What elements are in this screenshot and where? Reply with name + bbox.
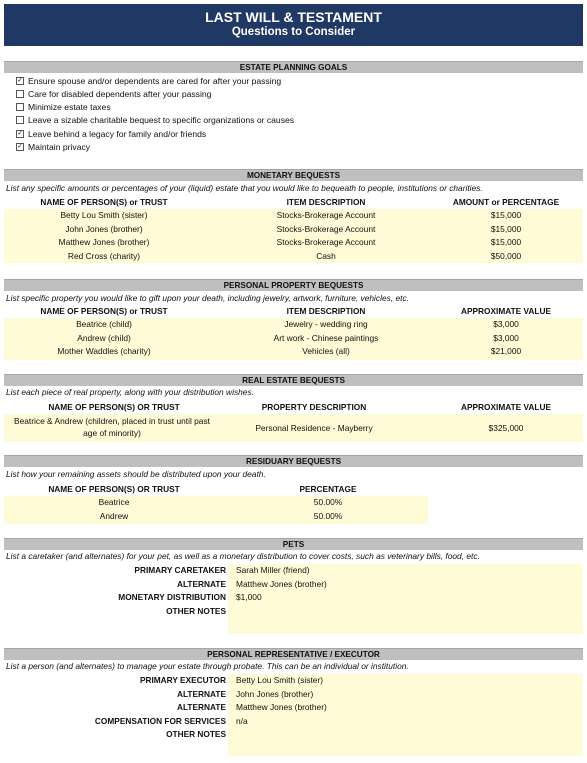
realestate-row-name: Beatrice & Andrew (children, placed in trust until past age of minority)	[14, 416, 210, 438]
personal-cell-value: $3,000	[493, 319, 519, 329]
monetary-cell-name: John Jones (brother)	[65, 223, 143, 234]
goal-item[interactable]	[16, 127, 206, 140]
monetary-section-header: MONETARY BEQUESTS	[4, 169, 583, 181]
residuary-section-header: RESIDUARY BEQUESTS	[4, 455, 583, 467]
personal-cell-item: Jewelry - wedding ring	[284, 319, 368, 329]
executor-description: List a person (and alternates) to manage your estate through probate. This can be an individual or institution.	[6, 661, 409, 671]
realestate-col-value: APPROXIMATE VALUE	[460, 402, 552, 412]
residuary-cell-percentage: 50.00%	[313, 510, 343, 521]
executor-section-header: PERSONAL REPRESENTATIVE / EXECUTOR	[4, 648, 583, 660]
residuary-cell-name: Andrew	[99, 510, 129, 521]
personal-cell-name: Andrew (child)	[77, 332, 131, 343]
monetary-cell-item: Stocks-Brokerage Account	[276, 223, 376, 234]
realestate-description: List each piece of real property, along with your distribution wishes.	[6, 387, 254, 397]
residuary-cell-name: Beatrice	[98, 497, 130, 507]
checked-box-icon[interactable]: ✓	[17, 76, 23, 84]
pets-field-label: ALTERNATE	[176, 578, 226, 589]
monetary-col-name: NAME OF PERSON(S) or TRUST	[40, 197, 168, 207]
monetary-cell-amount: $50,000	[490, 250, 522, 261]
pets-section-header: PETS	[4, 538, 583, 550]
personal-cell-name: Mother Waddles (charity)	[57, 346, 151, 356]
goal-label: Leave a sizable charitable bequest to specific organizations or causes	[28, 115, 295, 126]
residuary-cell-percentage: 50.00%	[313, 497, 343, 507]
page-subtitle: Questions to Consider	[231, 26, 356, 38]
executor-field-label: COMPENSATION FOR SERVICES	[94, 715, 226, 726]
monetary-description: List any specific amounts or percentages of your (liquid) estate that you would like to bequeath to people, institutions or charities.	[6, 183, 483, 193]
personal-cell-item: Vehicles (all)	[302, 346, 350, 356]
monetary-cell-amount: $15,000	[490, 210, 522, 220]
goal-item[interactable]	[16, 114, 294, 127]
monetary-cell-name: Betty Lou Smith (sister)	[60, 210, 148, 220]
unchecked-box-icon[interactable]	[16, 116, 24, 124]
pets-field-value[interactable]: Matthew Jones (brother)	[236, 578, 327, 589]
personal-section-header: PERSONAL PROPERTY BEQUESTS	[4, 279, 583, 291]
pets-field-label: OTHER NOTES	[166, 605, 226, 616]
executor-field-value[interactable]: John Jones (brother)	[236, 688, 314, 699]
executor-field-label: ALTERNATE	[176, 702, 226, 712]
executor-field-value[interactable]: Betty Lou Smith (sister)	[236, 675, 324, 685]
monetary-cell-name: Red Cross (charity)	[67, 250, 141, 261]
goals-section-header: ESTATE PLANNING GOALS	[4, 61, 583, 73]
goal-item[interactable]	[16, 87, 211, 100]
realestate-row-value: $325,000	[488, 423, 524, 433]
personal-cell-name: Beatrice (child)	[76, 319, 132, 329]
checked-box-icon[interactable]: ✓	[17, 143, 23, 150]
goal-label: Ensure spouse and/or dependents are cared for after your passing	[28, 75, 282, 86]
goal-item[interactable]	[16, 74, 281, 87]
personal-cell-value: $3,000	[493, 332, 519, 343]
monetary-cell-item: Stocks-Brokerage Account	[276, 237, 376, 247]
personal-col-name: NAME OF PERSON(S) or TRUST	[40, 306, 168, 316]
personal-col-value: APPROXIMATE VALUE	[460, 306, 552, 316]
realestate-row-description: Personal Residence - Mayberry	[255, 423, 373, 433]
executor-field-label: PRIMARY EXECUTOR	[139, 675, 226, 685]
personal-cell-item: Art work - Chinese paintings	[273, 332, 379, 343]
executor-field-label: ALTERNATE	[176, 688, 226, 699]
personal-col-item: ITEM DESCRIPTION	[286, 306, 366, 316]
goal-label: Care for disabled dependents after your passing	[28, 88, 212, 99]
unchecked-box-icon[interactable]	[16, 103, 24, 111]
pets-field-value[interactable]: $1,000	[236, 592, 262, 602]
realestate-section-header: REAL ESTATE BEQUESTS	[4, 374, 583, 386]
monetary-col-amount: AMOUNT or PERCENTAGE	[452, 197, 560, 207]
monetary-cell-name: Matthew Jones (brother)	[58, 237, 150, 247]
goal-item[interactable]	[16, 101, 111, 114]
personal-description: List specific property you would like to gift upon your death, including jewelry, artwork, furniture, vehicles, etc.	[6, 293, 409, 303]
executor-field-label: OTHER NOTES	[166, 729, 226, 739]
realestate-col-name: NAME OF PERSON(S) OR TRUST	[48, 402, 180, 412]
goal-label: Leave behind a legacy for family and/or friends	[28, 128, 207, 139]
residuary-col-percentage: PERCENTAGE	[299, 484, 357, 494]
executor-field-value[interactable]: Matthew Jones (brother)	[236, 702, 327, 712]
realestate-col-description: PROPERTY DESCRIPTION	[261, 402, 367, 412]
page-title: LAST WILL & TESTAMENT	[205, 9, 382, 25]
monetary-col-item: ITEM DESCRIPTION	[286, 197, 366, 207]
residuary-col-name: NAME OF PERSON(S) OR TRUST	[48, 484, 180, 494]
checked-box-icon[interactable]: ✓	[17, 129, 23, 137]
monetary-cell-amount: $15,000	[490, 223, 522, 234]
goal-item[interactable]	[16, 141, 90, 154]
pets-field-value[interactable]: Sarah Miller (friend)	[236, 565, 310, 575]
pets-field-label: MONETARY DISTRIBUTION	[118, 592, 226, 602]
pets-description: List a caretaker (and alternates) for your pet, as well as a monetary distribution to cover costs, such as veterinary bills, food, etc.	[6, 551, 480, 561]
monetary-cell-amount: $15,000	[490, 237, 522, 247]
monetary-cell-item: Stocks-Brokerage Account	[276, 210, 376, 220]
residuary-description: List how your remaining assets should be distributed upon your death.	[6, 469, 266, 479]
goal-label: Minimize estate taxes	[28, 102, 111, 113]
unchecked-box-icon[interactable]	[16, 90, 24, 98]
executor-field-value[interactable]: n/a	[236, 715, 248, 726]
monetary-cell-item: Cash	[316, 250, 336, 261]
personal-cell-value: $21,000	[490, 346, 522, 356]
goal-label: Maintain privacy	[28, 142, 91, 152]
title-banner	[4, 4, 583, 46]
pets-field-label: PRIMARY CARETAKER	[134, 565, 226, 575]
